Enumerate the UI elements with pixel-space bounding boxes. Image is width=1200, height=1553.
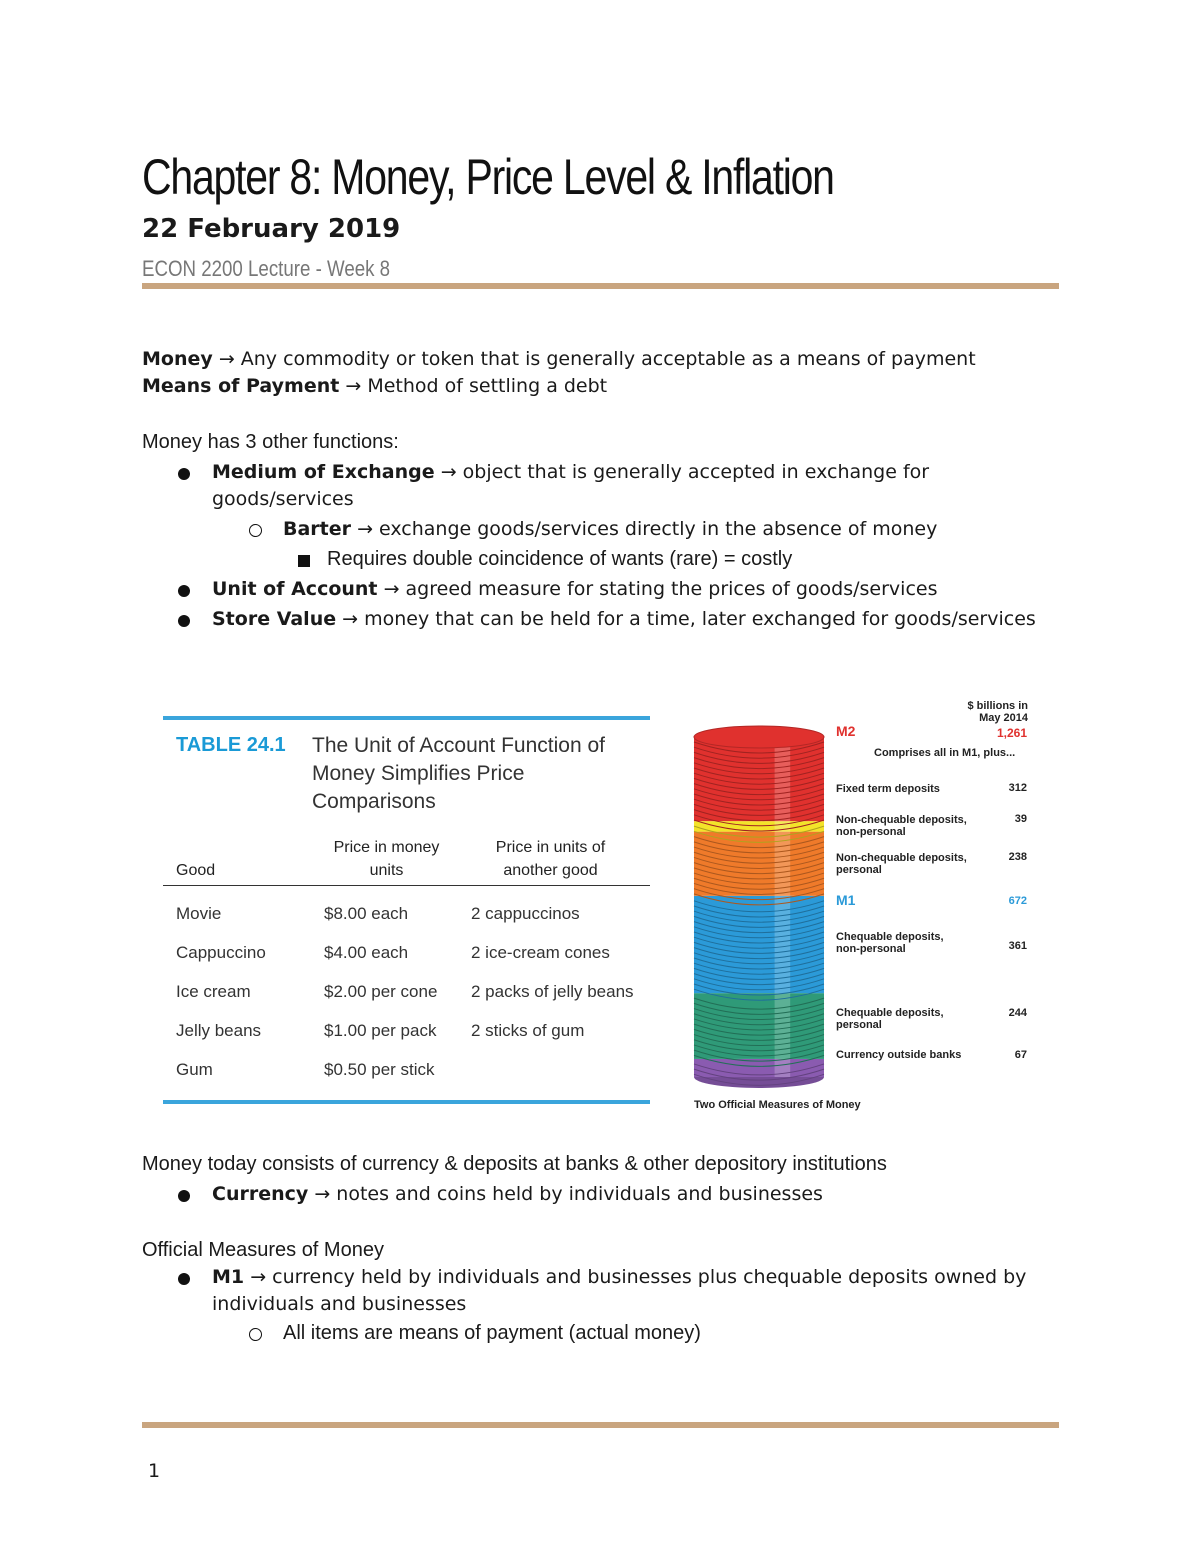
table-cell: $8.00 each xyxy=(324,904,409,923)
table-cell: Cappuccino xyxy=(176,943,266,962)
definition-money: Money → Any commodity or token that is generally acceptable as a means of payment xyxy=(142,348,976,370)
table-cell: Movie xyxy=(176,904,222,923)
table-cell: 2 packs of jelly beans xyxy=(471,982,634,1001)
table-cell: 2 cappuccinos xyxy=(471,904,580,923)
m2-value: 1,261 xyxy=(996,726,1027,740)
component-label: Non-chequable deposits, non-personal xyxy=(836,814,967,838)
component-value: 39 xyxy=(1014,813,1027,825)
list-item: All items are means of payment (actual money) xyxy=(142,1320,1042,1347)
table-cell: 2 ice-cream cones xyxy=(471,943,610,962)
lecture-date: 22 February 2019 xyxy=(142,214,401,244)
hollow-bullet-icon xyxy=(249,524,262,537)
price-comparison-table xyxy=(163,716,650,1106)
stack-segment xyxy=(694,737,824,831)
bullet-icon xyxy=(178,1273,190,1285)
component-value: 312 xyxy=(1008,782,1027,794)
table-cell: Ice cream xyxy=(176,982,251,1001)
functions-intro: Money has 3 other functions: xyxy=(142,431,399,453)
table-cell: Gum xyxy=(176,1060,213,1079)
bullet-icon xyxy=(178,615,190,627)
list-item: Barter → exchange goods/services directly in the absence of money xyxy=(142,516,1042,543)
component-label: Fixed term deposits xyxy=(836,783,940,795)
component-value: 244 xyxy=(1008,1007,1027,1019)
official-measures-intro: Official Measures of Money xyxy=(142,1239,384,1261)
square-bullet-icon xyxy=(298,555,310,567)
m1-label: M1 xyxy=(836,892,856,908)
hollow-bullet-icon xyxy=(249,1328,262,1341)
table-header: Price in units of another good xyxy=(495,839,606,879)
table-top-border xyxy=(163,716,650,720)
table-cell: Jelly beans xyxy=(176,1021,262,1040)
bullet-icon xyxy=(178,585,190,597)
stack-segment xyxy=(694,896,824,1000)
list-item: Requires double coincidence of wants (rare) = costly xyxy=(142,546,1042,573)
footer-divider xyxy=(142,1422,1059,1428)
lecture-subtitle: ECON 2200 Lecture - Week 8 xyxy=(142,256,391,281)
table-bottom-border xyxy=(163,1100,650,1104)
notes-section-top xyxy=(142,346,1042,633)
definition-means-of-payment: Means of Payment → Method of settling a debt xyxy=(142,375,608,397)
bullet-icon xyxy=(178,468,190,480)
component-label: Non-chequable deposits, personal xyxy=(836,852,967,876)
table-cell: $4.00 each xyxy=(324,943,409,962)
table-cell: $1.00 per pack xyxy=(324,1021,437,1040)
table-cell: $2.00 per cone xyxy=(324,982,438,1001)
bullet-icon xyxy=(178,1190,190,1202)
chart-unit-label: $ billions in May 2014 xyxy=(967,700,1028,724)
m2-note: Comprises all in M1, plus... xyxy=(874,747,1016,759)
page-title: Chapter 8: Money, Price Level & Inflation xyxy=(142,149,834,205)
list-item: Unit of Account → agreed measure for stating the prices of goods/services xyxy=(142,576,1042,603)
table-cell: 2 sticks of gum xyxy=(471,1021,585,1040)
chart-title: Two Official Measures of Money xyxy=(694,1099,861,1111)
component-label: Chequable deposits, non-personal xyxy=(836,931,944,955)
list-item: Currency → notes and coins held by individuals and businesses xyxy=(142,1181,1042,1208)
stack-segment xyxy=(694,993,824,1066)
notes-section-bottom xyxy=(142,1151,1042,1347)
m2-label: M2 xyxy=(836,723,856,739)
list-item: Medium of Exchange → object that is generally accepted in exchange for goods/services xyxy=(142,459,1042,513)
money-today-intro: Money today consists of currency & deposits at banks & other depository institutions xyxy=(142,1153,887,1175)
stack-top xyxy=(694,726,824,748)
coin-stack xyxy=(690,723,830,1115)
m1-value: 672 xyxy=(1008,895,1027,907)
table-header: Price in money units xyxy=(333,839,440,879)
list-item: M1 → currency held by individuals and businesses plus chequable deposits owned by individuals and businesses xyxy=(142,1264,1042,1318)
component-value: 67 xyxy=(1014,1049,1027,1061)
table-cell: $0.50 per stick xyxy=(324,1060,435,1079)
list-item: Store Value → money that can be held for a time, later exchanged for goods/services xyxy=(142,606,1042,633)
table-header-rule xyxy=(163,885,650,886)
component-value: 238 xyxy=(1008,851,1027,863)
table-header: Good xyxy=(176,862,216,879)
component-label: Chequable deposits, personal xyxy=(836,1007,944,1031)
header-divider xyxy=(142,283,1059,289)
table-number: TABLE 24.1 xyxy=(176,734,286,756)
table-caption: The Unit of Account Function of Money Simplifies Price Comparisons xyxy=(312,734,605,813)
component-label: Currency outside banks xyxy=(836,1049,962,1061)
component-value: 361 xyxy=(1008,940,1027,952)
page-number: 1 xyxy=(148,1460,161,1482)
money-measures-chart xyxy=(690,695,1040,1115)
